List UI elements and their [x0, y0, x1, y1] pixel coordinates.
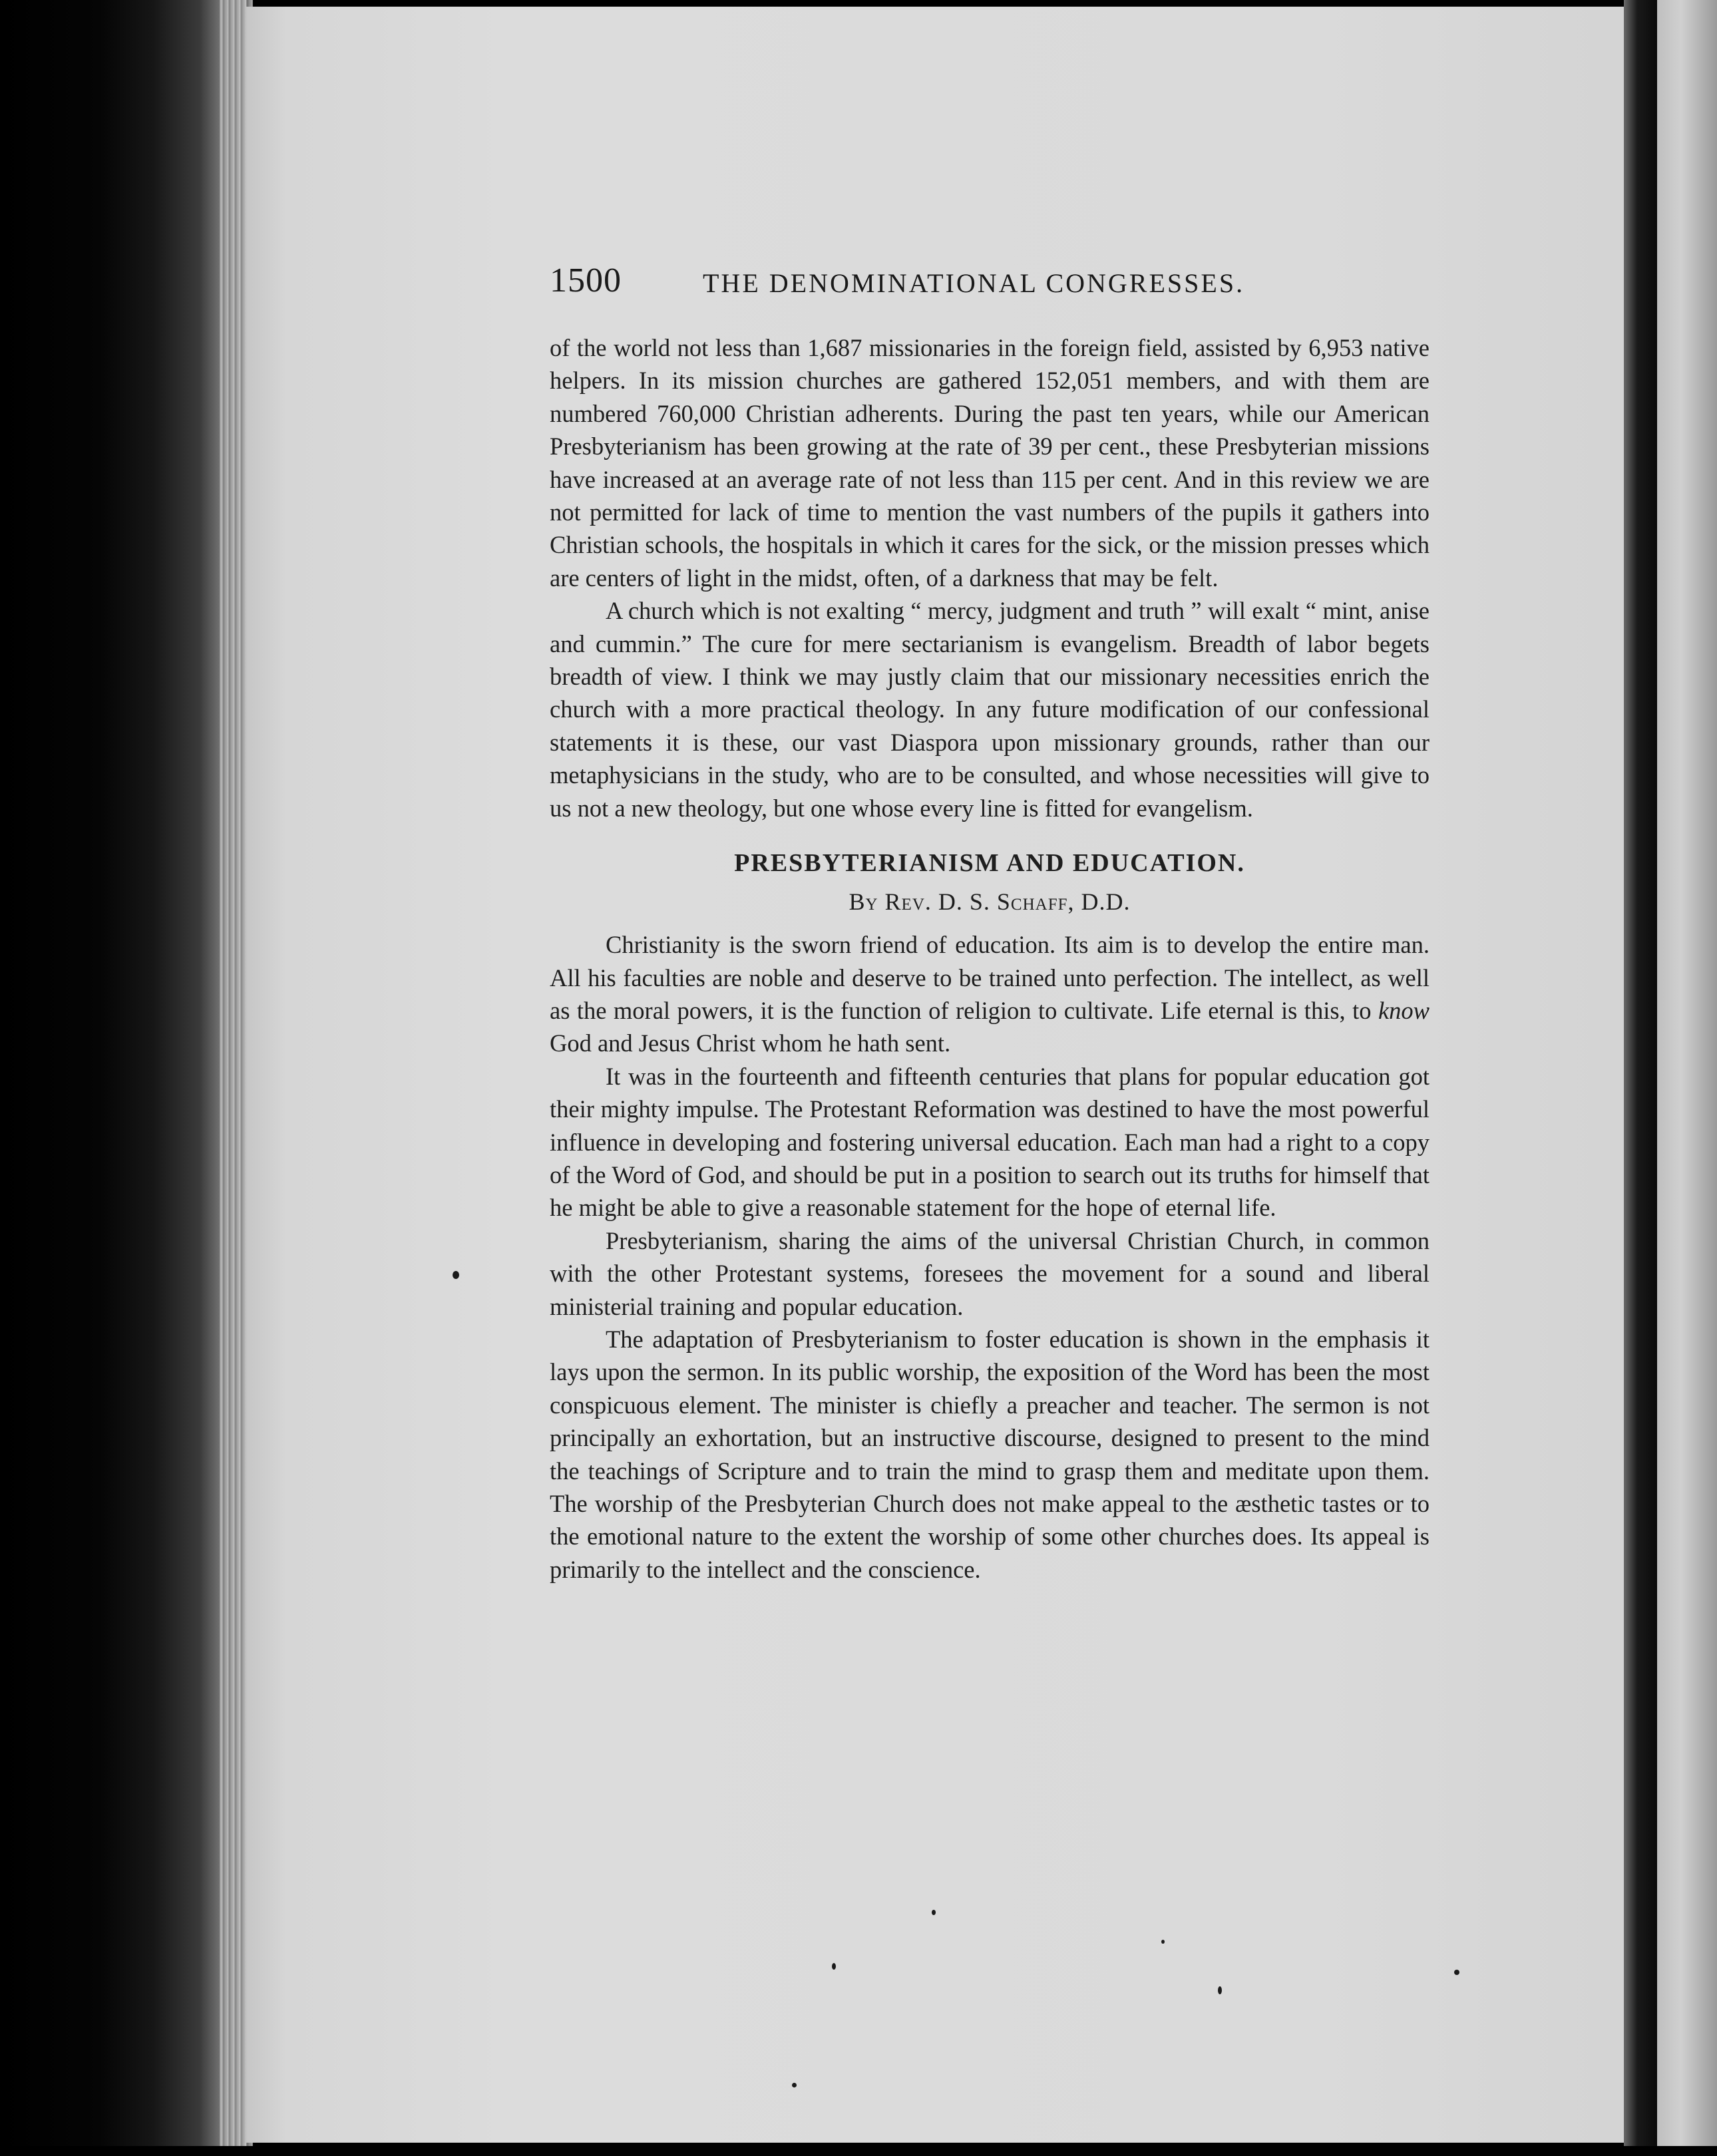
paragraph-presbyterianism: Presbyterianism, sharing the aims of the universal Christian Church, in common with the other Protestant systems, foresees the movement for a sound and liberal ministerial training and popular education. — [550, 1226, 1430, 1320]
scan-speck — [792, 2083, 797, 2087]
scan-speck — [1454, 1970, 1459, 1975]
page-number: 1500 — [550, 262, 622, 299]
scan-speck — [1161, 1940, 1165, 1944]
page-right-shadow — [1624, 0, 1657, 2156]
scan-speck — [453, 1271, 459, 1279]
paragraph-text: God and Jesus Christ whom he hath sent. — [550, 1029, 951, 1057]
body-text — [550, 331, 1430, 1586]
page-header — [550, 262, 1290, 305]
paragraph-reformation: It was in the fourteenth and fifteenth centuries that plans for popular education got their mighty impulse. The Protestant Reformation was destined to have the most powerful influence in developing and fostering universal education. Each man had a right to a copy of the Word of God, and should be put in a position to search out its truths for himself that he might be able to give a reasonable statement for the hope of eternal life. — [550, 1062, 1430, 1222]
running-head: THE DENOMINATIONAL CONGRESSES. — [703, 268, 1245, 298]
section-title: PRESBYTERIANISM AND EDUCATION. — [734, 849, 1245, 878]
scan-speck — [832, 1963, 836, 1970]
scan-speck — [932, 1910, 936, 1915]
section-byline: By Rev. D. S. Schaff, D.D. — [849, 888, 1131, 916]
scan-speck — [1218, 1986, 1222, 1994]
paragraph-sermon: The adaptation of Presbyterianism to foster education is shown in the emphasis it lays upon the sermon. In its public worship, the exposition of the Word has been the most conspicuous element. The minister is chiefly a preacher and teacher. The sermon is not principally an exhortation, but an instructive discourse, designed to present to the mind the teachings of Scripture and to train the mind to grasp them and meditate upon them. The worship of the Presbyterian Church does not make appeal to the æsthetic tastes or to the emotional nature to the extent the worship of some other churches does. Its appeal is primarily to the intellect and the conscience. — [550, 1325, 1430, 1583]
paragraph-continued: of the world not less than 1,687 missionaries in the foreign field, assisted by 6,953 native helpers. In its mission churches are gathered 152,051 members, and with them are numbered 760,000 Christian adherents. During the past ten years, while our American Presbyterianism has been growing at the rate of 39 per cent., these Presbyterian missions have increased at an average rate of not less than 115 per cent. And in this review we are not permitted for lack of time to mention the vast numbers of the pupils it gathers into Christian schools, the hospitals in which it cares for the sick, or the mission presses which are centers of light in the midst, often, of a darkness that may be felt. — [550, 334, 1430, 592]
book-binding-gutter — [0, 0, 246, 2156]
paragraph-evangelism: A church which is not exalting “ mercy, judgment and truth ” will exalt “ mint, anise and cummin.” The cure for mere sectarianism is evangelism. Breadth of labor begets breadth of view. I think we may justly claim that our missionary necessities enrich the church with a more practical theology. In any future modification of our confessional statements it is these, our vast Diaspora upon missionary grounds, rather than our metaphysicians in the study, who are to be consulted, and whose necessities will give to us not a new theology, but one whose every line is fitted for evangelism. — [550, 597, 1430, 822]
emphasized-word: know — [1378, 996, 1430, 1024]
next-page-edge — [1657, 0, 1717, 2156]
paragraph-text: Christianity is the sworn friend of education. Its aim is to develop the entire man. All his faculties are noble and deserve to be trained unto perfection. The intellect, as well as the moral powers, it is the function of religion to cultivate. Life eternal is this, to — [550, 931, 1430, 1024]
paragraph-christianity — [550, 928, 1430, 1060]
scan-bottom-border — [0, 2146, 1717, 2156]
